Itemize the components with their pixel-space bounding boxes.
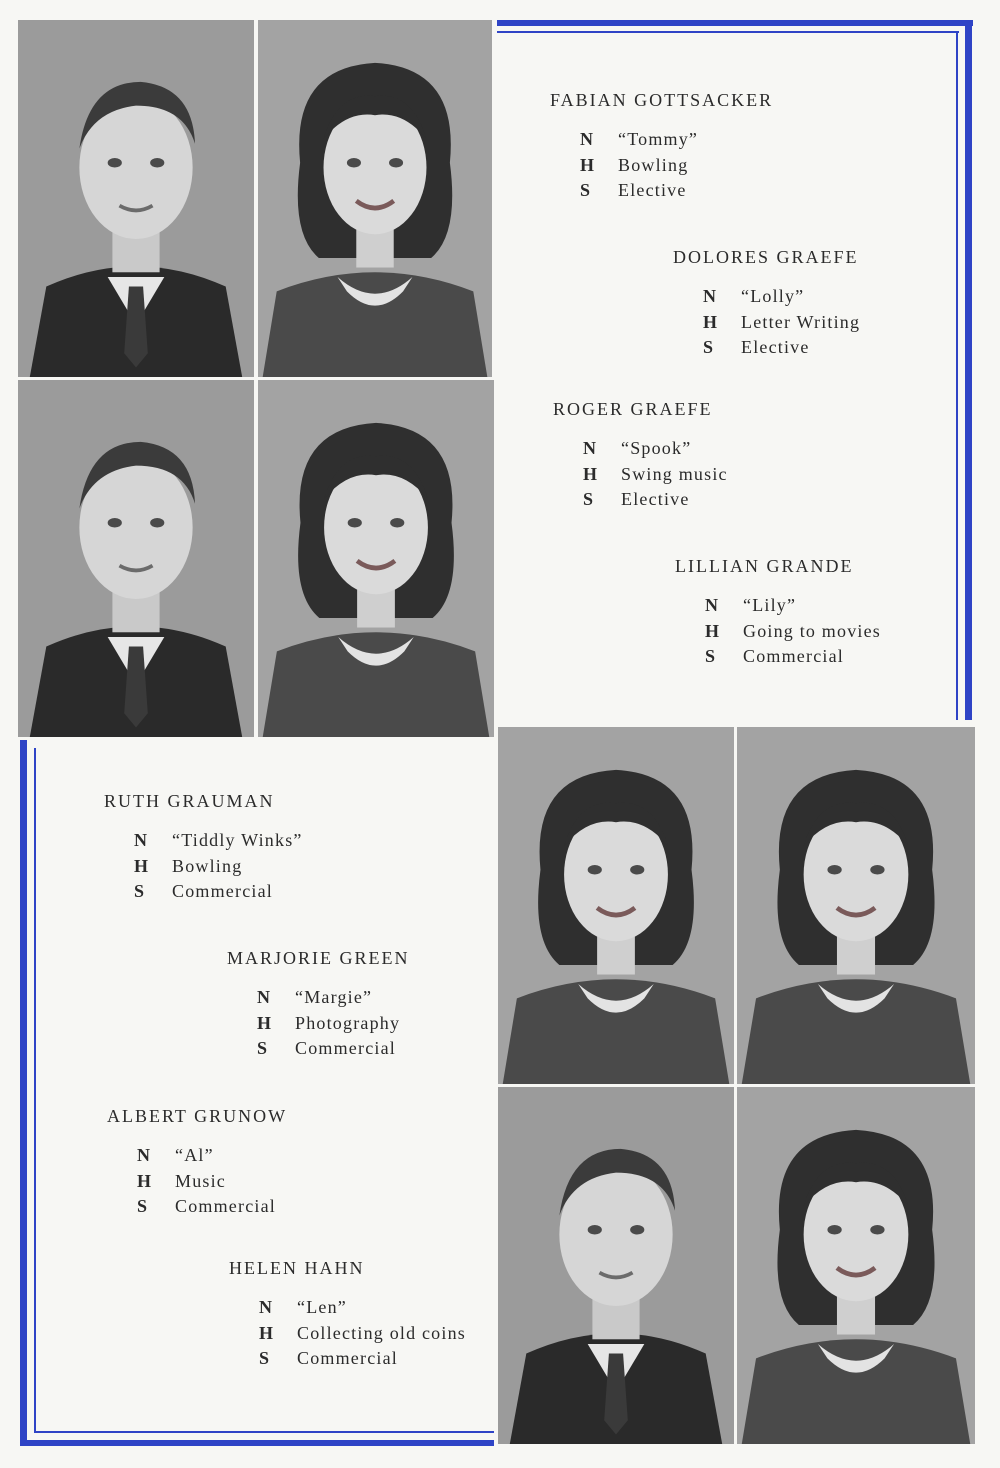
- hobby: Bowling: [172, 855, 243, 876]
- entry-fabian-gottsacker: [550, 90, 773, 204]
- hobby: Collecting old coins: [297, 1322, 466, 1343]
- nickname-row: N “Tiddly Winks”: [134, 830, 303, 850]
- nickname-row: N “Spook”: [583, 438, 692, 458]
- hobby-row: H Music: [137, 1170, 226, 1191]
- entry-dolores-graefe: [673, 247, 860, 361]
- subject: Commercial: [743, 646, 844, 666]
- nickname-row: N “Margie”: [257, 987, 373, 1007]
- entry-helen-hahn: [229, 1258, 466, 1372]
- portrait-dolores-graefe: [258, 20, 492, 377]
- entry-albert-grunow: [107, 1106, 287, 1220]
- hobby-row: H Swing music: [583, 463, 728, 484]
- portrait-lillian-grande: [258, 380, 494, 737]
- hobby-row: H Bowling: [580, 154, 689, 175]
- subject-row: S Elective: [580, 180, 687, 200]
- nickname: “Lolly”: [741, 286, 805, 306]
- entry-ruth-grauman: [104, 791, 303, 905]
- frame-right-thin: [956, 31, 958, 720]
- nickname: “Al”: [175, 1145, 214, 1165]
- student-name: ROGER GRAEFE: [553, 399, 713, 419]
- subject-row: S Elective: [583, 489, 690, 509]
- student-name: RUTH GRAUMAN: [104, 791, 275, 811]
- nickname-row: N “Tommy”: [580, 129, 699, 149]
- hobby: Music: [175, 1170, 226, 1191]
- subject: Commercial: [295, 1038, 396, 1058]
- subject: Elective: [621, 489, 690, 509]
- student-name: ALBERT GRUNOW: [107, 1106, 288, 1126]
- entry-marjorie-green: [227, 948, 410, 1062]
- hobby: Going to movies: [743, 620, 881, 641]
- subject: Elective: [618, 180, 687, 200]
- subject-row: S Commercial: [257, 1038, 396, 1058]
- nickname: “Lily”: [743, 595, 797, 615]
- nickname: “Len”: [297, 1297, 347, 1317]
- hobby-row: H Collecting old coins: [259, 1322, 466, 1343]
- frame-bottom-thick: [20, 1440, 494, 1446]
- subject-row: S Elective: [703, 337, 810, 357]
- subject: Commercial: [172, 881, 273, 901]
- student-name: HELEN HAHN: [229, 1258, 365, 1278]
- subject: Elective: [741, 337, 810, 357]
- hobby-row: H Letter Writing: [703, 311, 861, 332]
- nickname-row: N “Lily”: [705, 595, 797, 615]
- subject-row: S Commercial: [134, 881, 273, 901]
- nickname: “Tommy”: [618, 129, 699, 149]
- subject-row: S Commercial: [259, 1348, 398, 1368]
- frame-left-thick: [20, 740, 27, 1446]
- hobby-row: H Bowling: [134, 855, 243, 876]
- nickname-row: N “Al”: [137, 1145, 214, 1165]
- student-name: MARJORIE GREEN: [227, 948, 410, 968]
- frame-top-thick: [497, 20, 973, 26]
- portrait-fabian-gottsacker: [18, 20, 254, 377]
- portrait-ruth-grauman: [498, 727, 734, 1084]
- student-name: FABIAN GOTTSACKER: [550, 90, 774, 110]
- portrait-helen-hahn: [737, 1087, 975, 1444]
- nickname-row: N “Len”: [259, 1297, 347, 1317]
- hobby: Letter Writing: [741, 311, 861, 332]
- subject: Commercial: [175, 1196, 276, 1216]
- nickname: “Tiddly Winks”: [172, 830, 303, 850]
- nickname-row: N “Lolly”: [703, 286, 805, 306]
- entry-lillian-grande: [675, 556, 881, 670]
- subject-row: S Commercial: [705, 646, 844, 666]
- frame-bottom-thin: [34, 1431, 494, 1433]
- hobby: Bowling: [618, 154, 689, 175]
- hobby: Photography: [295, 1012, 401, 1033]
- nickname: “Spook”: [621, 438, 692, 458]
- frame-right-thick: [965, 20, 972, 720]
- entry-roger-graefe: [553, 399, 728, 513]
- student-name: LILLIAN GRANDE: [675, 556, 854, 576]
- subject-row: S Commercial: [137, 1196, 276, 1216]
- hobby-row: H Going to movies: [705, 620, 881, 641]
- hobby: Swing music: [621, 463, 728, 484]
- subject: Commercial: [297, 1348, 398, 1368]
- portrait-marjorie-green: [737, 727, 975, 1084]
- portrait-albert-grunow: [498, 1087, 734, 1444]
- frame-top-thin: [497, 31, 959, 33]
- portrait-roger-graefe: [18, 380, 254, 737]
- frame-left-thin: [34, 748, 36, 1432]
- student-name: DOLORES GRAEFE: [673, 247, 859, 267]
- nickname: “Margie”: [295, 987, 373, 1007]
- hobby-row: H Photography: [257, 1012, 401, 1033]
